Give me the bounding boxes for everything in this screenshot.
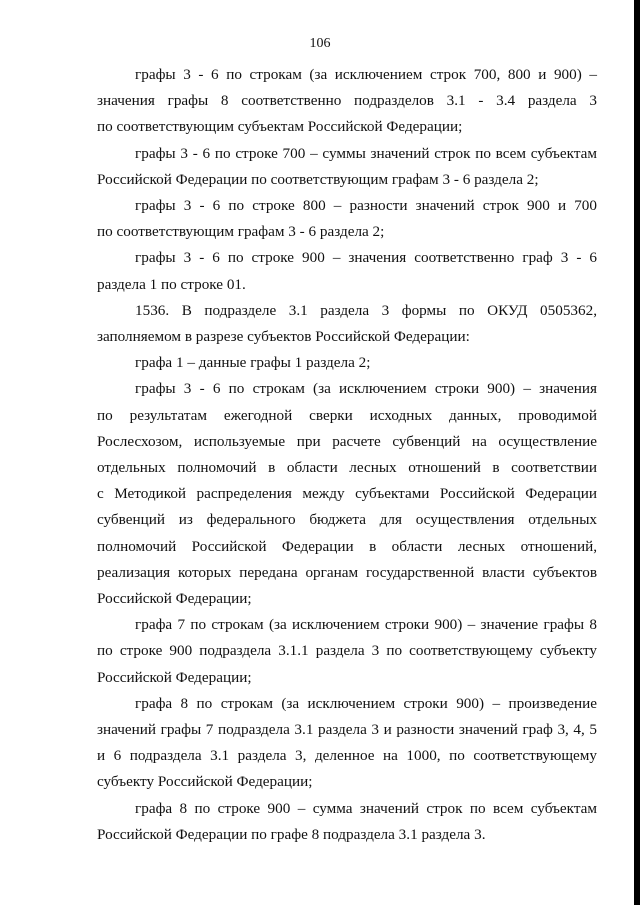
paragraph <box>97 350 597 376</box>
text-line: значения графы 8 соответственно подразделов 3.1 - 3.4 раздела 3 <box>97 92 597 110</box>
text-line: графы 3 - 6 по строке 800 – разности значений строк 900 и 700 <box>135 197 597 215</box>
text-line: по строке 900 подраздела 3.1.1 раздела 3 по соответствующему субъекту <box>97 642 597 660</box>
text-line: Рослесхозом, используемые при расчете субвенций на осуществление <box>97 432 597 450</box>
text-line: значений графы 7 подраздела 3.1 раздела 3 и разности значений граф 3, 4, 5 <box>97 721 597 739</box>
text-line: Российской Федерации по графе 8 подраздела 3.1 раздела 3. <box>97 825 486 843</box>
text-line: субвенций из федерального бюджета для осуществления отдельных <box>97 511 597 529</box>
text-line: графы 3 - 6 по строке 900 – значения соответственно граф 3 - 6 <box>135 249 597 267</box>
text-line: графа 8 по строке 900 – сумма значений строк по всем субъектам <box>135 799 597 817</box>
text-line: по соответствующим субъектам Российской Федерации; <box>97 118 463 136</box>
paragraph <box>97 796 597 848</box>
paragraph <box>97 193 597 245</box>
text-line: полномочий Российской Федерации в области лесных отношений, <box>97 537 597 555</box>
text-line: субъекту Российской Федерации; <box>97 773 313 791</box>
paragraph <box>97 62 597 141</box>
paragraph <box>97 612 597 691</box>
paragraph <box>97 245 597 297</box>
text-line: реализация которых передана органам государственной власти субъектов <box>97 563 597 581</box>
text-line: по соответствующим графам 3 - 6 раздела 2; <box>97 223 385 241</box>
text-line: заполняемом в разрезе субъектов Российской Федерации: <box>97 328 470 346</box>
text-line: графы 3 - 6 по строке 700 – суммы значений строк по всем субъектам <box>135 144 597 162</box>
text-line: графа 1 – данные графы 1 раздела 2; <box>135 354 371 372</box>
text-line: Российской Федерации; <box>97 668 252 686</box>
text-line: и 6 подраздела 3.1 раздела 3, деленное на 1000, по соответствующему <box>97 747 597 765</box>
paragraph <box>97 298 597 350</box>
text-line: отдельных полномочий в области лесных отношений в соответствии <box>97 459 597 477</box>
text-line: по результатам ежегодной сверки исходных данных, проводимой <box>97 406 597 424</box>
paragraph <box>97 376 597 612</box>
scan-edge-border <box>634 0 640 905</box>
text-line: Российской Федерации; <box>97 590 252 608</box>
paragraph <box>97 691 597 796</box>
text-line: графы 3 - 6 по строкам (за исключением строк 700, 800 и 900) – <box>135 66 597 83</box>
paragraph <box>97 141 597 193</box>
text-line: графа 8 по строкам (за исключением строки 900) – произведение <box>135 694 597 712</box>
text-line: Российской Федерации по соответствующим графам 3 - 6 раздела 2; <box>97 170 539 188</box>
text-line: раздела 1 по строке 01. <box>97 275 246 293</box>
text-line: с Методикой распределения между субъектами Российской Федерации <box>97 485 597 503</box>
text-line: 1536. В подразделе 3.1 раздела 3 формы по ОКУД 0505362, <box>135 301 597 319</box>
text-line: графа 7 по строкам (за исключением строки 900) – значение графы 8 <box>135 616 597 634</box>
page-number: 106 <box>309 36 331 51</box>
document-body <box>97 62 597 848</box>
text-line: графы 3 - 6 по строкам (за исключением строки 900) – значения <box>135 380 597 398</box>
